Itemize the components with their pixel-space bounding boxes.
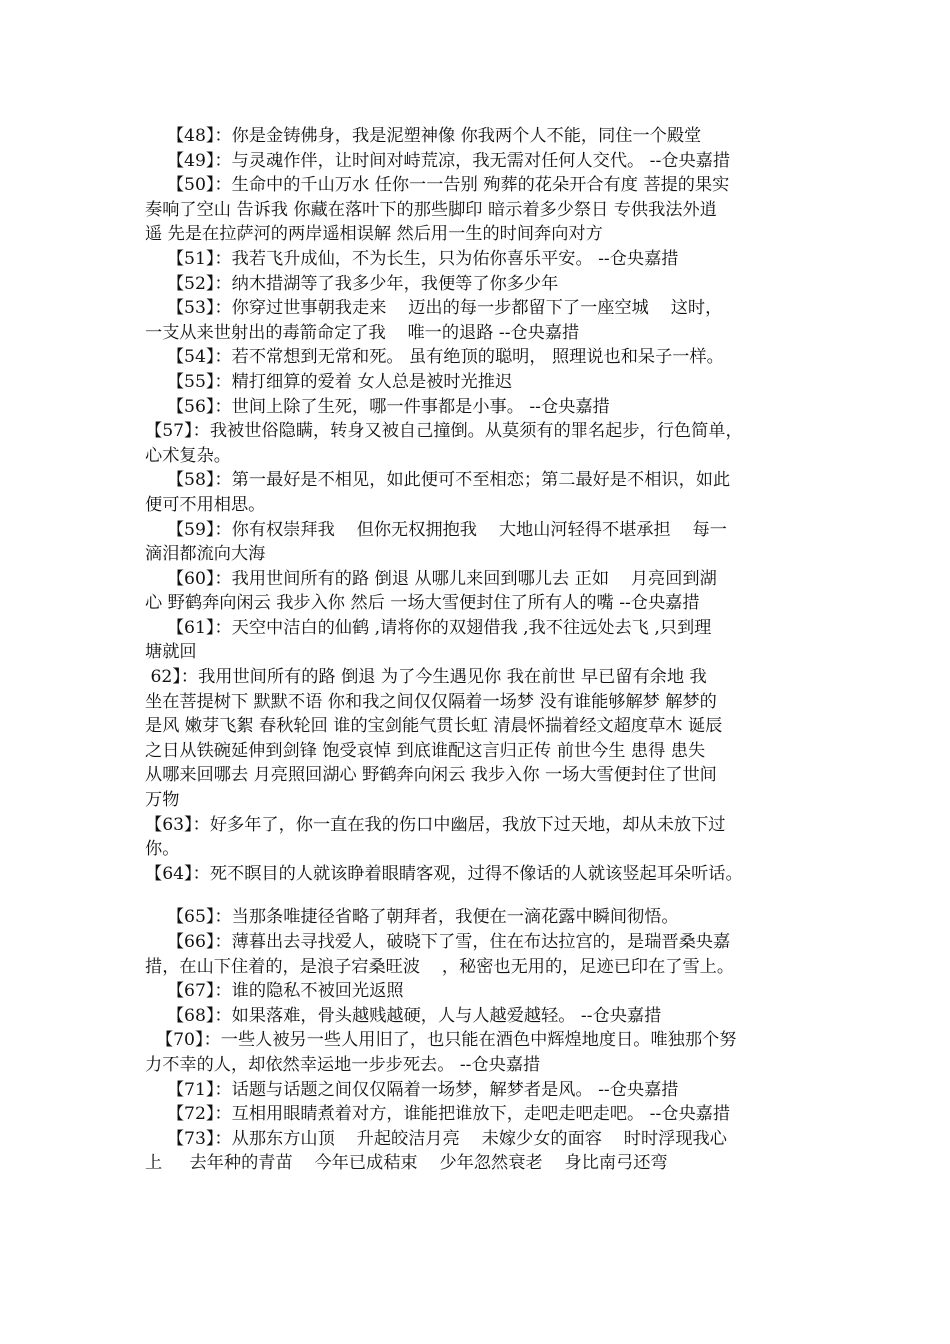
text-line: 【58】：第一最好是不相见，如此便可不至相恋；第二最好是不相识，如此	[145, 470, 731, 491]
text-line: 【51】：我若飞升成仙，不为长生，只为佑你喜乐平安。 --仓央嘉措	[145, 248, 679, 269]
text-line: 是风 嫩芽飞絮 春秋轮回 谁的宝剑能气贯长虹 清晨怀揣着经文超度草木 诞辰	[145, 716, 723, 737]
text-line: 【71】：话题与话题之间仅仅隔着一场梦，解梦者是风。 --仓央嘉措	[145, 1079, 679, 1100]
text-line: 【48】：你是金铸佛身，我是泥塑神像 你我两个人不能，同住一个殿堂	[145, 126, 702, 146]
text-line: 【65】：当那条唯捷径省略了朝拜者，我便在一滴花露中瞬间彻悟。	[145, 907, 679, 928]
text-line: 万物	[145, 790, 180, 811]
text-line: 【49】：与灵魂作伴，让时间对峙荒凉，我无需对任何人交代。 --仓央嘉措	[145, 150, 731, 171]
text-line: 【66】：薄暮出去寻找爱人，破晓下了雪，住在布达拉宫的，是瑞晋桑央嘉	[145, 932, 731, 952]
text-line: 【68】：如果落难，骨头越贱越硬，人与人越爱越轻。 --仓央嘉措	[145, 1005, 662, 1026]
text-line: 【67】：谁的隐私不被回光返照	[145, 981, 404, 1002]
text-line: 上 去年种的青苗 今年已成秸束 少年忽然衰老 身比南弓还弯	[145, 1153, 668, 1174]
text-line: 62】：我用世间所有的路 倒退 为了今生遇见你 我在前世 早已留有余地 我	[145, 667, 707, 688]
text-line: 【61】：天空中洁白的仙鹤 ,请将你的双翅借我 ,我不往远处去飞 ,只到理	[145, 617, 712, 638]
text-line: 奏响了空山 告诉我 你藏在落叶下的那些脚印 暗示着多少祭日 专供我法外逍	[145, 199, 717, 220]
text-line: 塘就回	[145, 642, 197, 663]
text-line: 【56】：世间上除了生死，哪一件事都是小事。 --仓央嘉措	[145, 396, 610, 417]
text-line: 滴泪都流向大海	[145, 544, 266, 565]
text-line: 遥 先是在拉萨河的两岸遥相误解 然后用一生的时间奔向对方	[145, 224, 603, 245]
text-line: 坐在菩提树下 默默不语 你和我之间仅仅隔着一场梦 没有谁能够解梦 解梦的	[145, 691, 717, 712]
text-line: 措，在山下住着的，是浪子宕桑旺波 ，秘密也无用的，足迹已印在了雪上。	[145, 956, 735, 977]
text-line: 力不幸的人，却依然幸运地一步步死去。 --仓央嘉措	[145, 1054, 541, 1075]
text-line: 【53】：你穿过世事朝我走来 迈出的每一步都留下了一座空城 这时，	[145, 298, 723, 319]
text-line: 【50】：生命中的千山万水 任你一一告别 殉葬的花朵开合有度 菩提的果实	[145, 175, 730, 196]
text-line: 你。	[145, 839, 180, 860]
text-line: 【52】：纳木措湖等了我多少年，我便等了你多少年	[145, 273, 559, 294]
text-line: 便可不用相思。	[145, 494, 266, 515]
text-line: 心 野鹤奔向闲云 我步入你 然后 一场大雪便封住了所有人的嘴 --仓央嘉措	[145, 593, 700, 614]
text-line: 从哪来回哪去 月亮照回湖心 野鹤奔向闲云 我步入你 一场大雪便封住了世间	[145, 765, 717, 786]
text-line: 【55】：精打细算的爱着 女人总是被时光推迟	[145, 371, 513, 392]
text-line: 【59】：你有权崇拜我 但你无权拥抱我 大地山河轻得不堪承担 每一	[145, 519, 727, 540]
text-line: 【70】：一些人被另一些人用旧了，也只能在酒色中辉煌地度日。唯独那个努	[145, 1030, 737, 1051]
text-line: 【60】：我用世间所有的路 倒退 从哪儿来回到哪儿去 正如 月亮回到湖	[145, 568, 717, 589]
text-line: 【64】：死不瞑目的人就该睁着眼睛客观，过得不像话的人就该竖起耳朵听话。	[145, 863, 743, 884]
text-line: 【63】：好多年了，你一直在我的伤口中幽居，我放下过天地，却从未放下过	[145, 814, 726, 835]
text-line: 之日从铁碗延伸到剑锋 饱受哀悼 到底谁配这言归正传 前世今生 患得 患失	[145, 740, 706, 761]
text-line: 一支从来世射出的毒箭命定了我 唯一的退路 --仓央嘉措	[145, 322, 580, 343]
text-line: 【73】：从那东方山顶 升起皎洁月亮 未嫁少女的面容 时时浮现我心	[145, 1128, 727, 1149]
document-body	[145, 124, 825, 1176]
text-line: 【54】：若不常想到无常和死。 虽有绝顶的聪明， 照理说也和呆子一样。	[145, 347, 724, 368]
paragraph-gap	[145, 886, 825, 905]
text-line: 【57】：我被世俗隐瞒，转身又被自己撞倒。从莫须有的罪名起步，行色简单，	[145, 421, 743, 442]
text-line: 心术复杂。	[145, 445, 231, 466]
text-line: 【72】：互相用眼睛煮着对方，谁能把谁放下，走吧走吧走吧。 --仓央嘉措	[145, 1104, 731, 1125]
